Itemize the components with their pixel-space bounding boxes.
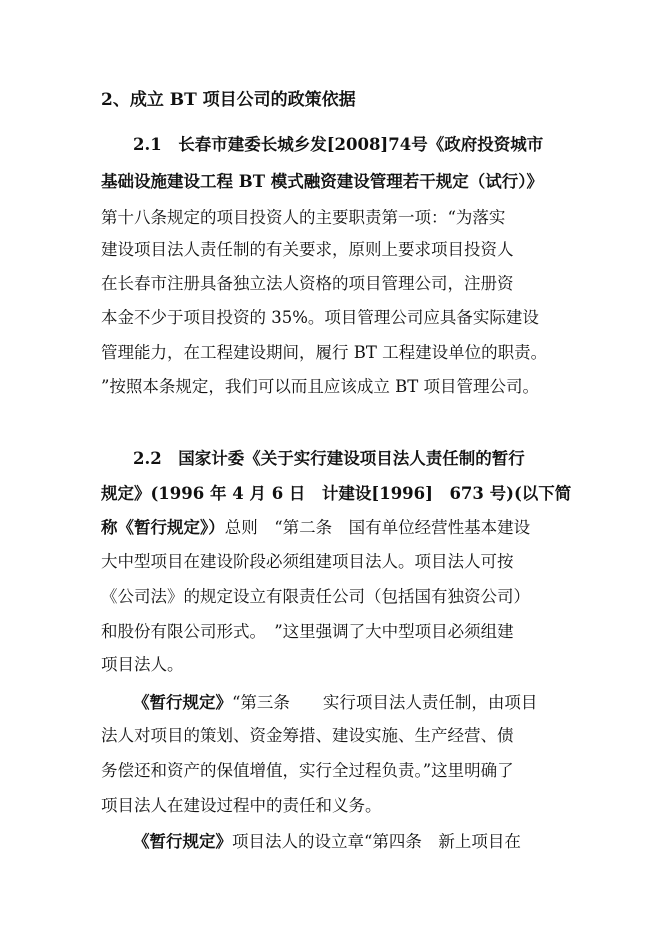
p3-line-2: 法人对项目的策划、资金筹措、建设实施、生产经营、债 bbox=[101, 726, 514, 745]
p3-line-1-bold: 《暂行规定》 bbox=[133, 693, 232, 712]
s22-line-1: 2.2 国家计委《关于实行建设项目法人责任制的暂行 bbox=[133, 449, 525, 468]
s21-line-8: ”按照本条规定，我们可以而且应该成立 BT 项目管理公司。 bbox=[101, 377, 540, 396]
s21-line-7: 管理能力，在工程建设期间，履行 BT 工程建设单位的职责。 bbox=[101, 343, 548, 362]
s22-line-2: 规定》(1996 年 4 月 6 日 计建设[1996] 673 号)(以下简 bbox=[101, 484, 571, 503]
p4-line-1-bold: 《暂行规定》 bbox=[133, 832, 232, 851]
p3-line-3: 务偿还和资产的保值增值，实行全过程负责。”这里明确了 bbox=[101, 761, 514, 780]
s21-line-1: 2.1 长春市建委长城乡发[2008]74号《政府投资城市 bbox=[133, 135, 544, 154]
section-heading: 2、成立 BT 项目公司的政策依据 bbox=[101, 90, 356, 110]
s21-line-6: 本金不少于项目投资的 35%。项目管理公司应具备实际建设 bbox=[101, 308, 539, 327]
s21-line-4: 建设项目法人责任制的有关要求，原则上要求项目投资人 bbox=[101, 240, 514, 259]
s22-line-3-bold: 称《暂行规定》） bbox=[101, 518, 225, 537]
p3-line-1 bbox=[133, 691, 573, 715]
p4-line-1-rest: 项目法人的设立章“第四条 新上项目在 bbox=[232, 832, 521, 851]
s22-line-5: 《公司法》的规定设立有限责任公司（包括国有独资公司） bbox=[101, 587, 530, 606]
s22-line-4: 大中型项目在建设阶段必须组建项目法人。项目法人可按 bbox=[101, 552, 514, 571]
p3-line-1-rest: “第三条 实行项目法人责任制，由项目 bbox=[232, 693, 538, 712]
s21-line-2: 基础设施建设工程 BT 模式融资建设管理若干规定（试行）》 bbox=[101, 172, 543, 191]
s22-line-7: 项目法人。 bbox=[101, 655, 184, 674]
p4-line-1 bbox=[133, 830, 573, 854]
s22-line-6: 和股份有限公司形式。 ”这里强调了大中型项目必须组建 bbox=[101, 622, 514, 641]
s22-line-3 bbox=[101, 516, 571, 540]
s21-line-5: 在长春市注册具备独立法人资格的项目管理公司，注册资 bbox=[101, 274, 514, 293]
s22-line-3-rest: 总则 “第二条 国有单位经营性基本建设 bbox=[224, 518, 531, 537]
p3-line-4: 项目法人在建设过程中的责任和义务。 bbox=[101, 796, 382, 815]
s21-line-3: 第十八条规定的项目投资人的主要职责第一项：“为落实 bbox=[101, 208, 506, 227]
